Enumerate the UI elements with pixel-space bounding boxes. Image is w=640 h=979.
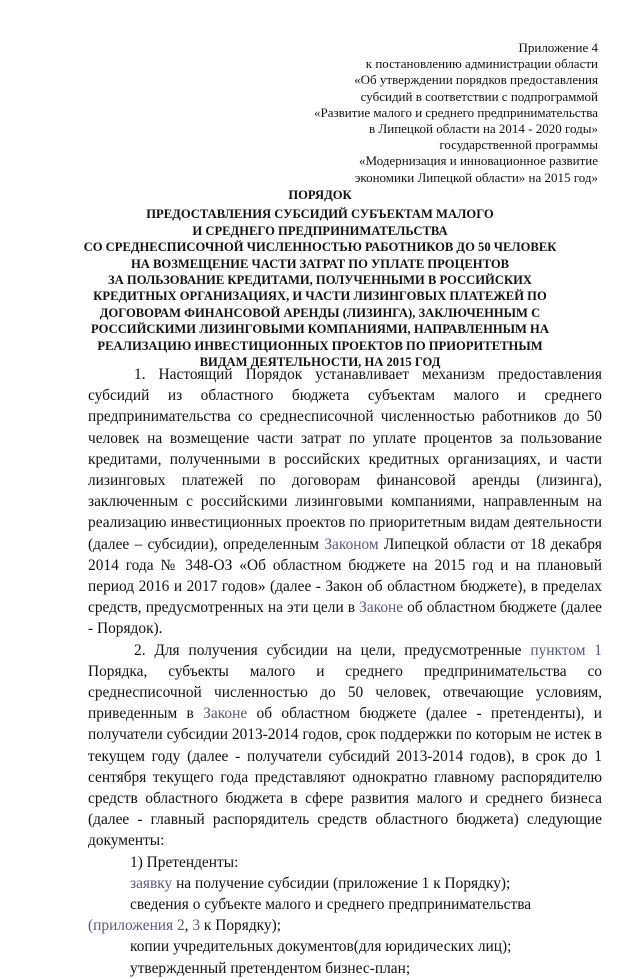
list-item: копии учредительных документов(для юридических лиц); — [130, 938, 512, 956]
application-link[interactable]: заявку — [130, 874, 173, 892]
appendix-link[interactable]: приложения 2 — [93, 917, 185, 935]
paragraph-text: Липецкой области от 18 декабря 2014 года № 348-ОЗ «Об областном бюджете на 2015 год и на плановый период 2016 и 2017 годов» (далее - Закон об областном бюджете), в пределах средств, предусмотренных на эти цели в — [88, 535, 602, 617]
appendix-line: в Липецкой области на 2014 - 2020 годы» — [369, 121, 598, 137]
appendix-line: «Развитие малого и среднего предпринимательства — [314, 104, 598, 120]
title-line: НА ВОЗМЕЩЕНИЕ ЧАСТИ ЗАТРАТ ПО УПЛАТЕ ПРОЦЕНТОВ — [130, 256, 510, 271]
title-line: ДОГОВОРАМ ФИНАНСОВОЙ АРЕНДЫ (ЛИЗИНГА), ЗАКЛЮЧЕННЫМ С — [99, 305, 541, 320]
list-item-text: ( — [88, 917, 94, 935]
list-item-text: , — [184, 917, 193, 935]
list-item — [88, 873, 602, 894]
appendix-line: Приложение 4 — [518, 40, 598, 55]
title-line: ВИДАМ ДЕЯТЕЛЬНОСТИ, НА 2015 ГОД — [199, 355, 441, 370]
title-line: КРЕДИТНЫХ ОРГАНИЗАЦИЯХ, И ЧАСТИ ЛИЗИНГОВЫХ ПЛАТЕЖЕЙ ПО — [93, 289, 547, 304]
paragraph-text: об областном бюджете (далее - Порядок). — [88, 599, 602, 638]
appendix-line: «Модернизация и инновационное развитие — [359, 153, 598, 169]
appendix-line: «Об утверждении порядков предоставления — [354, 72, 598, 88]
title-line: ЗА ПОЛЬЗОВАНИЕ КРЕДИТАМИ, ПОЛУЧЕННЫМИ В РОССИЙСКИХ — [108, 273, 532, 288]
appendix-line: субсидий в соответствии с подпрограммой — [360, 88, 598, 104]
title-line: РОССИЙСКИМИ ЛИЗИНГОВЫМИ КОМПАНИЯМИ, НАПРАВЛЕННЫМ НА — [91, 322, 549, 337]
appendix-line: государственной программы — [439, 137, 598, 153]
subsection-applicants: 1) Претенденты: — [130, 853, 239, 871]
paragraph-text: 1. Настоящий Порядок устанавливает механизм предоставления субсидий из областного бюджета субъектам малого и среднего предпринимательства со среднесписочной численностью работников до 50 человек на возмещение части затрат по уплате процентов за пользование кредитами, полученными в российских кредитных организациях, и части лизинговых платежей по договорам финансовой аренды (лизинга), заключенным с российскими лизинговыми компаниями, направленным на реализацию инвестиционных проектов по приоритетным видам деятельности (далее – субсидии), определенным — [88, 366, 602, 553]
title-heading: ПОРЯДОК — [288, 188, 352, 202]
document-body — [88, 364, 602, 979]
paragraph-text: Порядка, субъекты малого и среднего предпринимательства со среднесписочной численностью до 50 человек, отвечающие условиям, приведенным в — [88, 662, 602, 723]
appendix-line: к постановлению администрации области — [365, 56, 598, 72]
document-title — [80, 187, 560, 370]
appendix-reference — [178, 40, 598, 186]
appendix-link[interactable]: 3 — [192, 917, 201, 935]
paragraph-text: 2. Для получения субсидии на цели, предусмотренные — [134, 641, 531, 659]
law-link[interactable]: Законе — [203, 705, 248, 723]
law-link[interactable]: Законе — [359, 599, 404, 617]
list-item-text: к Порядку); — [200, 917, 282, 935]
paragraph-text: об областном бюджете (далее - претенденты), и получатели субсидии 2013-2014 годов, срок поддержки по которым не истек в текущем году (далее - получатели субсидий 2013-2014 годов), в срок до 1 сентября текущего года представляют однократно главному распорядителю средств областного бюджета в сфере развития малого и среднего бизнеса (далее - главный распорядитель средств областного бюджета) следующие документы: — [88, 705, 602, 850]
law-link[interactable]: Законом — [324, 535, 379, 553]
title-line: РЕАЛИЗАЦИЮ ИНВЕСТИЦИОННЫХ ПРОЕКТОВ ПО ПРИОРИТЕТНЫМ — [97, 338, 543, 353]
list-item-text: сведения о субъекте малого и среднего предпринимательства — [130, 896, 532, 914]
title-line: СО СРЕДНЕСПИСОЧНОЙ ЧИСЛЕННОСТЬЮ РАБОТНИКОВ ДО 50 ЧЕЛОВЕК — [83, 240, 557, 255]
title-line: ПРЕДОСТАВЛЕНИЯ СУБСИДИЙ СУБЪЕКТАМ МАЛОГО — [146, 207, 494, 222]
appendix-line: экономики Липецкой области» на 2015 год» — [354, 169, 598, 185]
paragraph-1 — [88, 364, 602, 640]
clause-link[interactable]: пунктом 1 — [530, 641, 602, 659]
list-item-text: на получение субсидии (приложение 1 к Порядку); — [172, 874, 511, 892]
paragraph-2 — [88, 640, 602, 852]
list-item-continuation — [88, 915, 602, 936]
list-item: утвержденный претендентом бизнес-план; — [130, 959, 411, 977]
title-line: И СРЕДНЕГО ПРЕДПРИНИМАТЕЛЬСТВА — [192, 223, 448, 238]
